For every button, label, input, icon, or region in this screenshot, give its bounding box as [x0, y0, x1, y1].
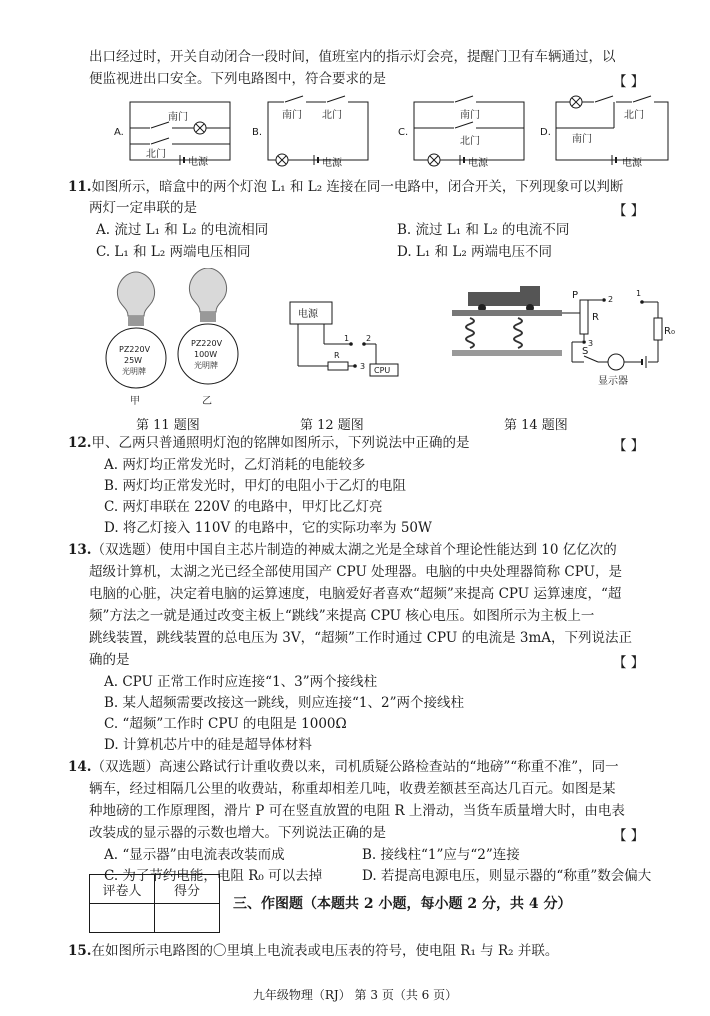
fig14-t1: 1 [636, 289, 642, 298]
circuit-d-power: 电源 [622, 158, 642, 169]
circuit-c-south: 南门 [460, 110, 480, 121]
q12-answer-bracket: 【 】 [613, 438, 645, 454]
q11-option-a: A. 流过 L₁ 和 L₂ 的电流相同 [96, 222, 269, 238]
fig14-r: R [592, 312, 599, 323]
q10-text-line2: 便监视进出口安全。下列电路图中，符合要求的是 [89, 71, 386, 87]
fig14-weighbridge [442, 278, 682, 394]
q14-line1 [68, 758, 619, 776]
fig11-caption: 第 11 题图 [136, 418, 200, 433]
fig14-p: P [572, 290, 579, 301]
q13-line1-text: （双选题）使用中国自主芯片制造的神威太湖之光是全球首个理论性能达到 10 亿亿次的 [91, 542, 617, 558]
fig11-label-jia: 甲 [130, 396, 140, 407]
q12-text-body: 甲、乙两只普通照明灯泡的铭牌如图所示，下列说法中正确的是 [91, 435, 470, 451]
q11-text-line1 [68, 178, 623, 196]
circuit-a-north: 北门 [146, 149, 166, 160]
section3-title: 三、作图题（本题共 2 小题，每小题 2 分，共 4 分） [233, 896, 572, 912]
bulb2-power: 100W [194, 350, 218, 359]
q14-option-c: C. 为了节约电能，电阻 R₀ 可以去掉 [104, 868, 323, 884]
q13-line5: 跳线装置，跳线装置的总电压为 3V，“超频”工作时通过 CPU 的电流是 3mA，下列说法正 [89, 630, 632, 646]
fig12-t1: 1 [344, 334, 350, 343]
q13-answer-bracket: 【 】 [613, 655, 645, 671]
circuit-a-south: 南门 [168, 112, 188, 123]
q13-option-d: D. 计算机芯片中的硅是超导体材料 [104, 737, 312, 753]
fig14-caption: 第 14 题图 [504, 418, 568, 433]
q13-line6: 确的是 [89, 652, 130, 668]
q13-number: 13. [68, 542, 92, 558]
fig11-bulbs [104, 268, 274, 414]
fig12-t3: 3 [360, 362, 366, 371]
q14-line2: 辆车，经过相隔几公里的收费站，称重却相差几吨，收费差额甚至高达几百元。如图是某 [89, 781, 616, 797]
q13-option-c: C. “超频”工作时 CPU 的电阻是 1000Ω [104, 716, 347, 732]
score-box [89, 874, 220, 933]
q13-line2: 超级计算机，太湖之光已经全部使用国产 CPU 处理器。电脑的中央处理器简称 CPU，是 [89, 564, 622, 580]
q10-circuit-b [252, 96, 368, 169]
fig12-resistor: R [334, 351, 340, 360]
q12-option-c: C. 两灯串联在 220V 的电路中，甲灯比乙灯亮 [104, 499, 383, 515]
q12-option-a: A. 两灯均正常发光时，乙灯消耗的电能较多 [104, 457, 366, 473]
fig14-t2: 2 [608, 295, 614, 304]
circuit-b-south: 南门 [282, 110, 302, 121]
fig12-power: 电源 [298, 309, 318, 320]
q12-number: 12. [68, 435, 92, 451]
q14-line4: 改装成的显示器的示数也增大。下列说法正确的是 [89, 825, 386, 841]
fig12-caption: 第 12 题图 [300, 418, 364, 433]
q10-circuit-a [114, 102, 230, 168]
score-box-reviewer: 评卷人 [90, 875, 155, 904]
bulb1-power: 25W [124, 356, 143, 365]
bulb2-rating: PZ220V [191, 339, 223, 348]
circuit-c-north: 北门 [460, 136, 480, 147]
q14-line1-text: （双选题）高速公路试行计重收费以来，司机质疑公路检查站的“地磅”“称重不准”，同一 [91, 759, 619, 775]
q11-option-b: B. 流过 L₁ 和 L₂ 的电流不同 [397, 222, 570, 238]
q15-text-body: 在如图所示电路图的〇里填上电流表或电压表的符号，使电阻 R₁ 与 R₂ 并联。 [91, 943, 559, 959]
q13-line3: 电脑的心脏，决定着电脑的运算速度，电脑爱好者喜欢“超频”来提高 CPU 运算速度，“超 [89, 586, 622, 602]
fig14-r0: R₀ [664, 326, 675, 337]
q14-option-a: A. “显示器”由电流表改装而成 [104, 847, 285, 863]
bulb1-rating: PZ220V [119, 345, 151, 354]
circuit-b-power: 电源 [322, 158, 342, 169]
q10-text-line1: 出口经过时，开关自动闭合一段时间，值班室内的指示灯会亮，提醒门卫有车辆通过，以 [89, 49, 616, 65]
score-box-reviewer-blank[interactable] [90, 904, 155, 933]
q12-option-b: B. 两灯均正常发光时，甲灯的电阻小于乙灯的电阻 [104, 478, 407, 494]
bulb-jia-icon [117, 272, 154, 326]
q13-option-b: B. 某人超频需要改接这一跳线，则应连接“1、2”两个接线柱 [104, 695, 464, 711]
q10-circuit-d [540, 96, 668, 169]
circuit-d-south: 南门 [572, 134, 592, 145]
q10-circuit-diagrams [114, 94, 704, 174]
bulb2-brand: 光明牌 [194, 361, 218, 370]
fig14-display: 显示器 [598, 376, 628, 387]
score-box-score: 得分 [155, 875, 220, 904]
fig12-cpu: CPU [374, 366, 391, 375]
q11-text-line2: 两灯一定串联的是 [89, 200, 197, 216]
bulb1-brand: 光明牌 [122, 367, 146, 376]
circuit-a-label: A. [114, 127, 124, 138]
page-footer: 九年级物理（RJ） 第 3 页（共 6 页） [252, 988, 458, 1002]
q11-number: 11. [68, 179, 92, 195]
fig12-jumper [284, 296, 414, 390]
q12-text [68, 434, 470, 452]
q11-answer-bracket: 【 】 [613, 203, 645, 219]
circuit-c-power: 电源 [468, 158, 488, 169]
circuit-d-label: D. [540, 127, 551, 138]
bulb-yi-icon [189, 268, 226, 322]
q11-option-c: C. L₁ 和 L₂ 两端电压相同 [96, 244, 251, 260]
circuit-b-label: B. [252, 127, 263, 138]
truck-icon [468, 286, 540, 312]
q14-option-b: B. 接线柱“1”应与“2”连接 [362, 847, 520, 863]
q14-number: 14. [68, 759, 92, 775]
q13-line4: 频”方法之一就是通过改变主板上“跳线”来提高 CPU 核心电压。如图所示为主板上一 [89, 608, 595, 624]
q15-text [68, 942, 558, 960]
q11-option-d: D. L₁ 和 L₂ 两端电压不同 [397, 244, 553, 260]
fig12-t2: 2 [366, 334, 372, 343]
circuit-b-north: 北门 [322, 110, 342, 121]
q14-option-d: D. 若提高电源电压，则显示器的“称重”数会偏大 [362, 868, 652, 884]
score-box-score-blank[interactable] [155, 904, 220, 933]
q11-text: 如图所示，暗盒中的两个灯泡 L₁ 和 L₂ 连接在同一电路中，闭合开关，下列现象可以判断 [91, 179, 624, 195]
q10-circuit-c [398, 96, 524, 169]
circuit-d-north: 北门 [624, 110, 644, 121]
q15-number: 15. [68, 943, 92, 959]
q13-option-a: A. CPU 正常工作时应连接“1、3”两个接线柱 [104, 674, 378, 690]
q10-answer-bracket: 【 】 [613, 74, 645, 90]
q14-line3: 种地磅的工作原理图，滑片 P 可在竖直放置的电阻 R 上滑动，当货车质量增大时，由电表 [89, 803, 625, 819]
fig14-t3: 3 [588, 339, 594, 348]
q12-option-d: D. 将乙灯接入 110V 的电路中，它的实际功率为 50W [104, 520, 432, 536]
circuit-a-power: 电源 [188, 157, 208, 168]
fig11-label-yi: 乙 [202, 396, 212, 407]
fig14-s: S [582, 346, 589, 357]
q14-answer-bracket: 【 】 [613, 828, 645, 844]
circuit-c-label: C. [398, 127, 409, 138]
q13-line1 [68, 541, 617, 559]
